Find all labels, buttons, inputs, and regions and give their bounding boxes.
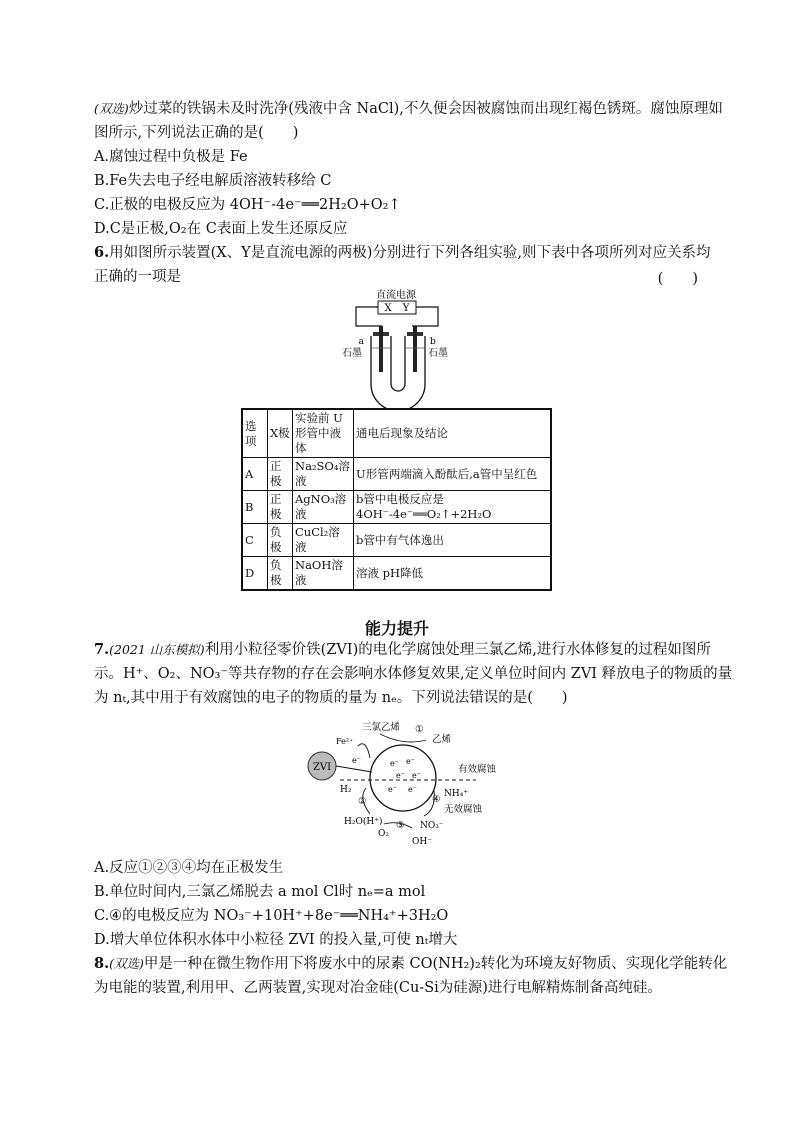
zvi-label: ZVI [312, 762, 332, 773]
electron-label: e⁻ [396, 771, 405, 780]
row-option: A [242, 458, 268, 491]
fe-ion-label: Fe²⁺ [336, 737, 354, 746]
right-graphite-electrode [413, 326, 417, 372]
trichloroethylene-label: 三氯乙烯 [362, 722, 401, 733]
electron-label: e⁻ [388, 785, 397, 794]
q5-tag: (双选) [94, 101, 129, 116]
row-result: U形管两端滴入酚酞后,a管中呈红色 [354, 458, 552, 491]
header-option: 选项 [242, 409, 268, 458]
u-tube-inner [391, 336, 405, 391]
row-option: C [242, 524, 268, 557]
nh4-label: NH₄⁺ [444, 789, 469, 799]
row-option: B [242, 491, 268, 524]
y-pole-label: Y [402, 303, 410, 314]
electron-arrow-line [336, 766, 372, 772]
row-liquid: CuCl₂溶液 [293, 524, 354, 557]
electron-label: e⁻ [390, 759, 399, 768]
q6-stem-line2: 正确的一项是 [94, 269, 181, 285]
q5-stem-line2: 图所示,下列说法正确的是( ) [94, 125, 299, 141]
left-graphite-electrode [379, 326, 383, 372]
reaction-2-marker: ② [358, 796, 367, 807]
h2-label: H₂ [340, 785, 352, 795]
q7-stem-line1: 7.(2021 山东模拟)利用小粒径零价铁(ZVI)的电化学腐蚀处理三氯乙烯,进行水体修复的过程如图所 [94, 641, 711, 658]
table-row [242, 491, 551, 524]
q8-number: 8. [94, 955, 110, 972]
q5-option-b: B.Fe失去电子经电解质溶液转移给 C [94, 173, 332, 189]
q7-option-c: C.④的电极反应为 NO₃⁻+10H⁺+8e⁻══NH₄⁺+3H₂O [94, 908, 449, 924]
row-liquid: NaOH溶液 [293, 557, 354, 591]
effective-corrosion-label: 有效腐蚀 [458, 764, 497, 775]
header-liquid: 实验前 U形管中液体 [293, 409, 354, 458]
ineffective-corrosion-label: 无效腐蚀 [444, 804, 483, 815]
zvi-corrosion-figure [300, 716, 510, 846]
q5-option-d: D.C是正极,O₂在 C表面上发生还原反应 [94, 221, 348, 237]
q6-number: 6. [94, 244, 110, 261]
electrode-a-label: a [358, 337, 364, 347]
row-result: 溶液 pH降低 [354, 557, 552, 591]
row-liquid: AgNO₃溶液 [293, 491, 354, 524]
reaction-3-marker: ③ [396, 820, 405, 831]
reaction-1-arrow [380, 734, 426, 742]
q7-option-b: B.单位时间内,三氯乙烯脱去 a mol Cl时 nₑ=a mol [94, 884, 426, 900]
q7-tag: (2021 山东模拟) [109, 642, 205, 657]
row-x-pole: 负极 [268, 557, 293, 591]
reaction-1-marker: ① [415, 724, 424, 735]
q5-option-a: A.腐蚀过程中负极是 Fe [94, 149, 248, 165]
q7-option-a: A.反应①②③④均在正极发生 [94, 860, 284, 876]
q7-stem-line3: 为 nₜ,其中用于有效腐蚀的电子的物质的量为 nₑ。下列说法错误的是( ) [94, 690, 568, 706]
electron-label: e⁻ [406, 757, 415, 766]
q6-answer-paren: ( ) [657, 271, 698, 287]
q8-stem-line2: 为电能的装置,利用甲、乙两装置,实现对冶金硅(Cu-Si为硅源)进行电解精炼制备高纯硅。 [94, 980, 662, 996]
q5-stem-line1: (双选)炒过菜的铁锅未及时洗净(残液中含 NaCl),不久便会因被腐蚀而出现红褐色锈斑。腐蚀原理如 [94, 101, 723, 117]
table-row [242, 557, 551, 591]
no3-label: NO₃⁻ [420, 821, 444, 831]
q6-options-table [241, 408, 552, 591]
q7-option-d: D.增大单位体积水体中小粒径 ZVI 的投入量,可使 nₜ增大 [94, 932, 458, 948]
row-x-pole: 负极 [268, 524, 293, 557]
row-result: b管中电极反应是 4OH⁻-4e⁻══O₂↑+2H₂O [354, 491, 552, 524]
table-header-row [242, 409, 551, 458]
electrode-b-label: b [430, 337, 436, 347]
q6-stem-line1: 6.用如图所示装置(X、Y是直流电源的两极)分别进行下列各组实验,则下表中各项所列对应关系均 [94, 244, 711, 261]
electron-label-outer: e⁻ [352, 756, 361, 765]
table-row [242, 524, 551, 557]
row-x-pole: 正极 [268, 458, 293, 491]
q7-stem-line2: 示。H⁺、O₂、NO₃⁻等共存物的存在会影响水体修复效果,定义单位时间内 ZVI 释放电子的物质的量 [94, 666, 733, 682]
oh-label: OH⁻ [412, 837, 432, 846]
h2o-label: H₂O(H⁺) [344, 817, 383, 827]
section-heading: 能力提升 [364, 619, 429, 638]
q8-stem-line1: 8.(双选)甲是一种在微生物作用下将废水中的尿素 CO(NH₂)₂转化为环境友好物质、实现化学能转化 [94, 955, 728, 972]
table-row [242, 458, 551, 491]
electrolysis-u-tube-figure [340, 286, 460, 408]
left-electrode-label: 石墨 [342, 348, 362, 359]
row-result: b管中有气体逸出 [354, 524, 552, 557]
header-result: 通电后现象及结论 [354, 409, 552, 458]
row-liquid: Na₂SO₄溶液 [293, 458, 354, 491]
header-x-pole: X极 [268, 409, 293, 458]
x-pole-label: X [384, 303, 392, 314]
electron-label: e⁻ [412, 771, 421, 780]
q8-tag: (双选) [109, 956, 144, 971]
q7-number: 7. [94, 641, 110, 658]
row-option: D [242, 557, 268, 591]
reaction-4-marker: ④ [432, 794, 441, 805]
electron-label: e⁻ [408, 785, 417, 794]
ethylene-label: 乙烯 [432, 734, 452, 745]
power-source-label: 直流电源 [376, 290, 416, 301]
row-x-pole: 正极 [268, 491, 293, 524]
o2-label: O₂ [378, 829, 389, 839]
q5-option-c: C.正极的电极反应为 4OH⁻-4e⁻══2H₂O+O₂↑ [94, 197, 401, 213]
right-electrode-label: 石墨 [428, 348, 448, 359]
